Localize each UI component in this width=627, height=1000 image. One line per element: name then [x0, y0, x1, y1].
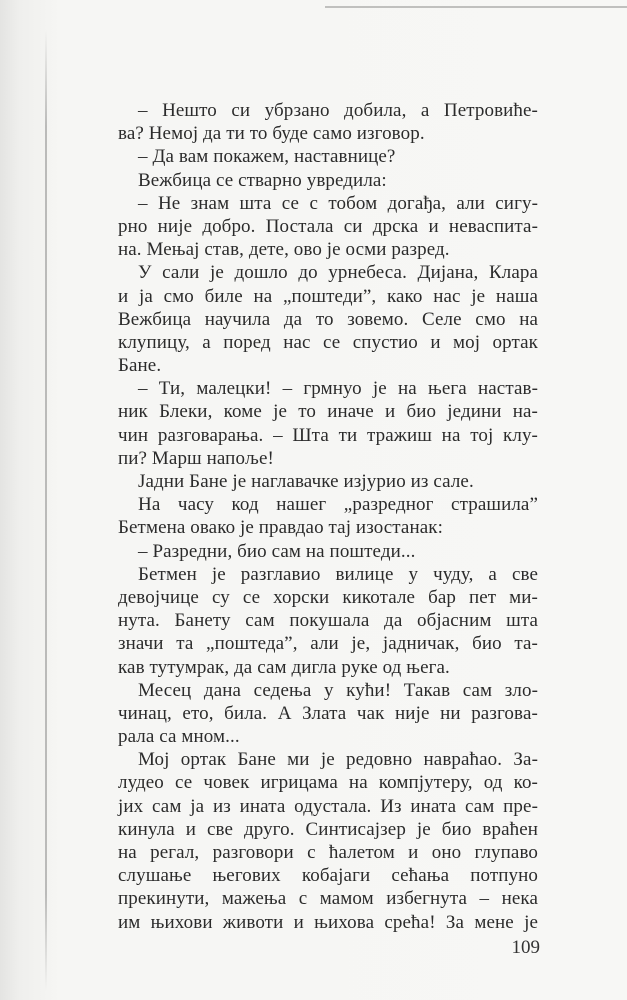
- text-line: – Разредни, био сам на поштеди...: [138, 540, 416, 562]
- text-line: чинац, ето, била. А Злата чак није ни разговa-: [118, 702, 538, 724]
- text-line: кинула и све друго. Синтисајзер је био враћен: [118, 818, 538, 840]
- text-line: Вежбица се стварно увредила:: [138, 169, 387, 191]
- text-line: рно није добро. Постала си дрска и невaспита-: [118, 215, 538, 237]
- text-line: ник Блеки, коме је то иначе и био једини на-: [118, 401, 538, 423]
- text-line: Вежбица научила да то зовемо. Селе смо на: [118, 308, 538, 330]
- body-text: [118, 99, 538, 934]
- text-line: – Нешто си убрзано добила, а Петровиће-: [138, 100, 538, 121]
- text-line: јих сам ја из ината одустала. Из ината сам пре-: [118, 795, 538, 817]
- text-line: На часу код нашег „разредног страшила”: [138, 494, 538, 516]
- text-line: и ја смо биле на „поштеди”, како нас је наша: [118, 285, 538, 307]
- text-line: – Ти, малецки! – грмнуо је на њега настав-: [138, 378, 538, 400]
- text-line: слушање његових кобајаги сећања потпуно: [118, 865, 538, 887]
- page-edge-line: [325, 6, 627, 8]
- text-line: – Да вам покажем, наставнице?: [138, 146, 396, 168]
- text-line: лудео се човек игрицама на компјутеру, од ко-: [118, 772, 538, 794]
- text-line: девојчице су се хорски кикотале бар пет ми-: [118, 586, 538, 608]
- text-line: прекинути, мажења с мамом избегнута – нека: [118, 888, 538, 910]
- text-line: Месец дана седења у кући! Такав сам зло-: [138, 679, 538, 701]
- text-line: Јадни Бане је наглавачке изјурио из сале.: [138, 471, 474, 492]
- text-line: на. Мењај став, дете, ово је осми разред.: [118, 239, 450, 261]
- text-line: Бане.: [118, 355, 162, 377]
- text-line: ва? Немој да ти то буде само изговор.: [118, 123, 425, 145]
- page-number: 109: [511, 937, 540, 958]
- text-line: на регал, разговори с ћалетом и оно глупаво: [118, 842, 538, 863]
- text-line: рала са мном...: [118, 726, 240, 748]
- text-line: Бетмен је разглавио вилице у чуду, а све: [138, 563, 538, 585]
- text-line: – Не знам шта се с тобом догађа, али сигу-: [138, 192, 538, 214]
- text-line: чин разговарања. – Шта ти тражиш на тој клу-: [118, 424, 538, 446]
- text-line: У сали је дошло до урнебеса. Дијана, Клара: [138, 262, 538, 284]
- text-line: им њихови животи и њихова срећа! За мене је: [118, 911, 538, 933]
- text-line: кав тутумрак, да сам дигла руке од њега.: [118, 656, 450, 678]
- binding-gutter: [45, 30, 47, 990]
- text-line: пи? Марш напоље!: [118, 447, 274, 469]
- text-line: значи та „поштеда”, али је, јадничак, био та-: [118, 633, 538, 655]
- text-line: клупицу, а поред нас се спустио и мој ортак: [118, 331, 538, 353]
- text-line: Мој ортак Бане ми је редовно навраћао. За-: [138, 749, 538, 771]
- text-line: Бетмена овако је правдао тај изостанак:: [118, 517, 443, 539]
- text-line: нута. Банету сам покушала да објасним шта: [118, 610, 538, 632]
